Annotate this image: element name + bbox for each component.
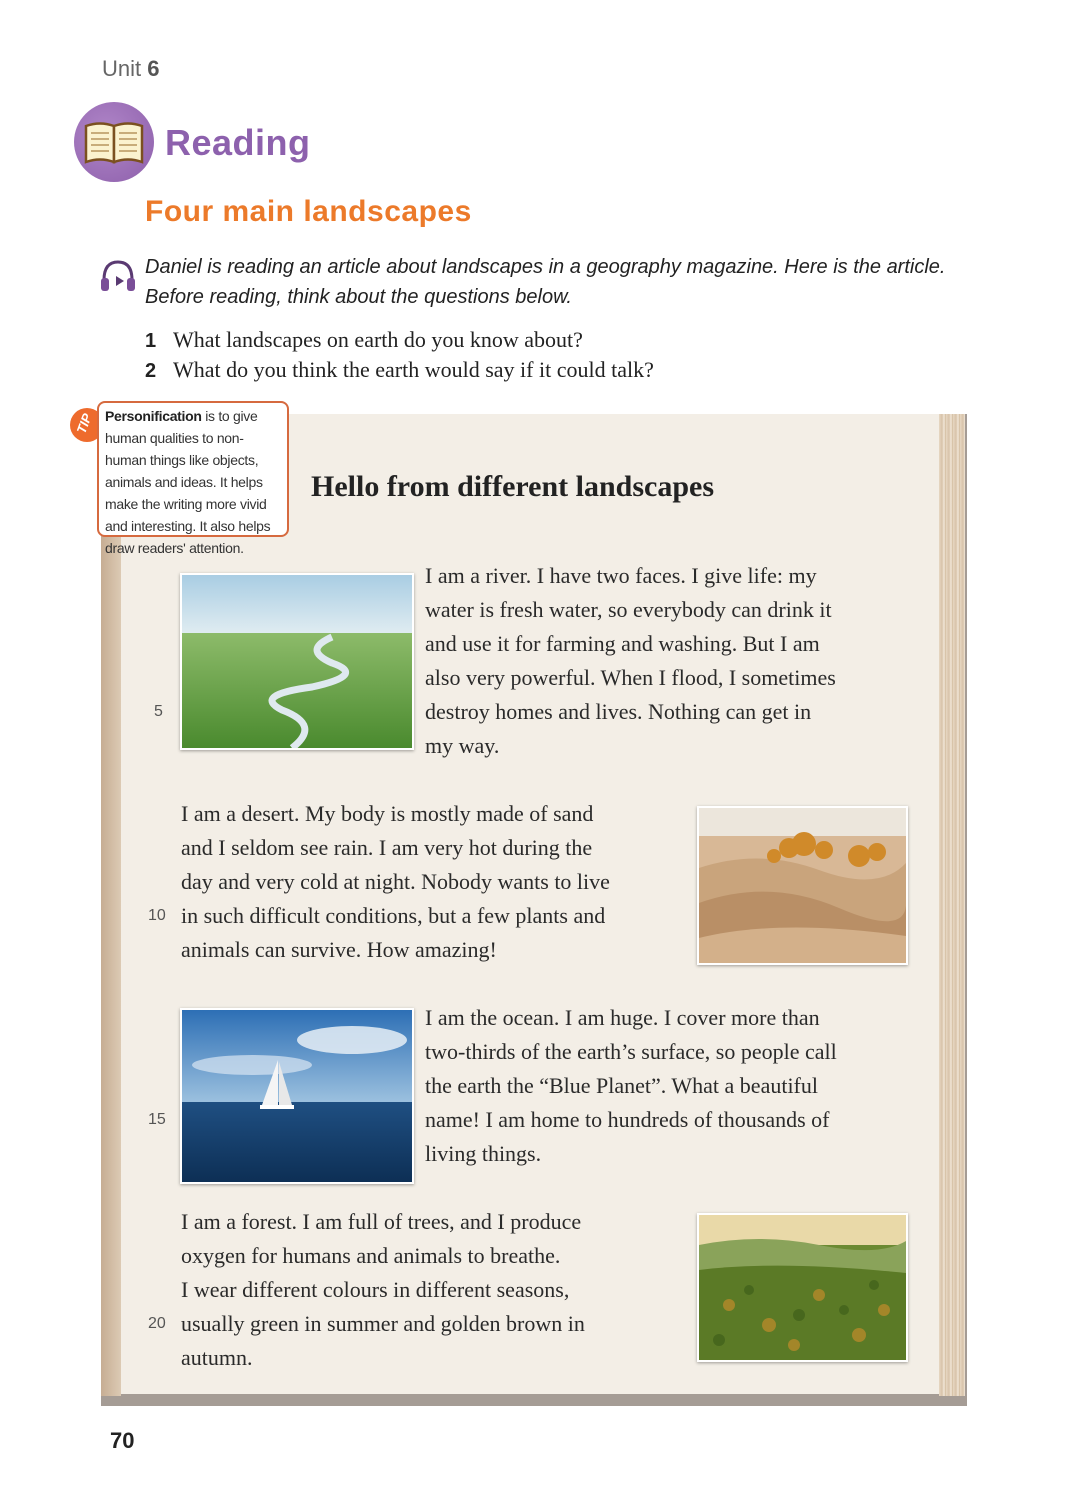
river-photo	[180, 573, 414, 750]
forest-paragraph: I am a forest. I am full of trees, and I produce oxygen for humans and animals to breathe. I wear different colours in different seasons, usually green in summer and golden brown in autumn.	[181, 1209, 585, 1370]
desert-photo	[697, 806, 908, 965]
section-title: Reading	[165, 122, 311, 163]
tip-term: Personification	[105, 408, 202, 424]
article-title: Hello from different landscapes	[311, 470, 715, 503]
ocean-photo	[180, 1008, 414, 1184]
question-item	[145, 357, 654, 383]
book-spine	[101, 414, 121, 1396]
question-text: What landscapes on earth do you know about?	[173, 327, 583, 352]
line-number: 5	[154, 703, 163, 720]
intro-line-1: Daniel is reading an article about landscapes in a geography magazine. Here is the article.	[145, 256, 946, 278]
line-number: 10	[148, 907, 166, 924]
headphones-icon[interactable]	[98, 256, 138, 296]
question-number: 1	[145, 330, 157, 352]
river-paragraph: I am a river. I have two faces. I give life: my water is fresh water, so everybody can drink it and use it for farming and washing. But I am also very powerful. When I flood, I sometimes destroy homes and lives. Nothing can get in my way.	[425, 563, 836, 758]
question-item	[145, 327, 583, 353]
desert-paragraph: I am a desert. My body is mostly made of sand and I seldom see rain. I am very hot during the day and very cold at night. Nobody wants to live in such difficult conditions, but a few plants and animals can survive. How amazing!	[181, 801, 610, 962]
tip-label: TIP	[73, 411, 95, 436]
intro-line-2: Before reading, think about the questions below.	[145, 286, 572, 308]
unit-number: 6	[147, 56, 160, 81]
open-book-icon	[74, 102, 154, 182]
page-number: 70	[110, 1428, 135, 1453]
line-number: 20	[148, 1315, 166, 1332]
tip-box	[97, 401, 289, 556]
book-page-edges	[939, 414, 965, 1396]
line-number: 15	[148, 1111, 166, 1128]
ocean-paragraph: I am the ocean. I am huge. I cover more than two-thirds of the earth’s surface, so people call the earth the “Blue Planet”. What a beautiful name! I am home to hundreds of thousands of living things.	[425, 1005, 837, 1166]
tip-text: is to give human qualities to non-human things like objects, animals and ideas. It helps make the writing more vivid and interesting. It also helps draw readers' attention.	[105, 408, 271, 556]
unit-label: Unit 6	[102, 56, 160, 81]
question-text: What do you think the earth would say if it could talk?	[173, 357, 654, 382]
intro-text	[145, 252, 1025, 312]
question-number: 2	[145, 360, 157, 382]
reading-badge	[74, 102, 154, 182]
forest-photo	[697, 1213, 908, 1362]
subtitle: Four main landscapes	[145, 195, 472, 228]
